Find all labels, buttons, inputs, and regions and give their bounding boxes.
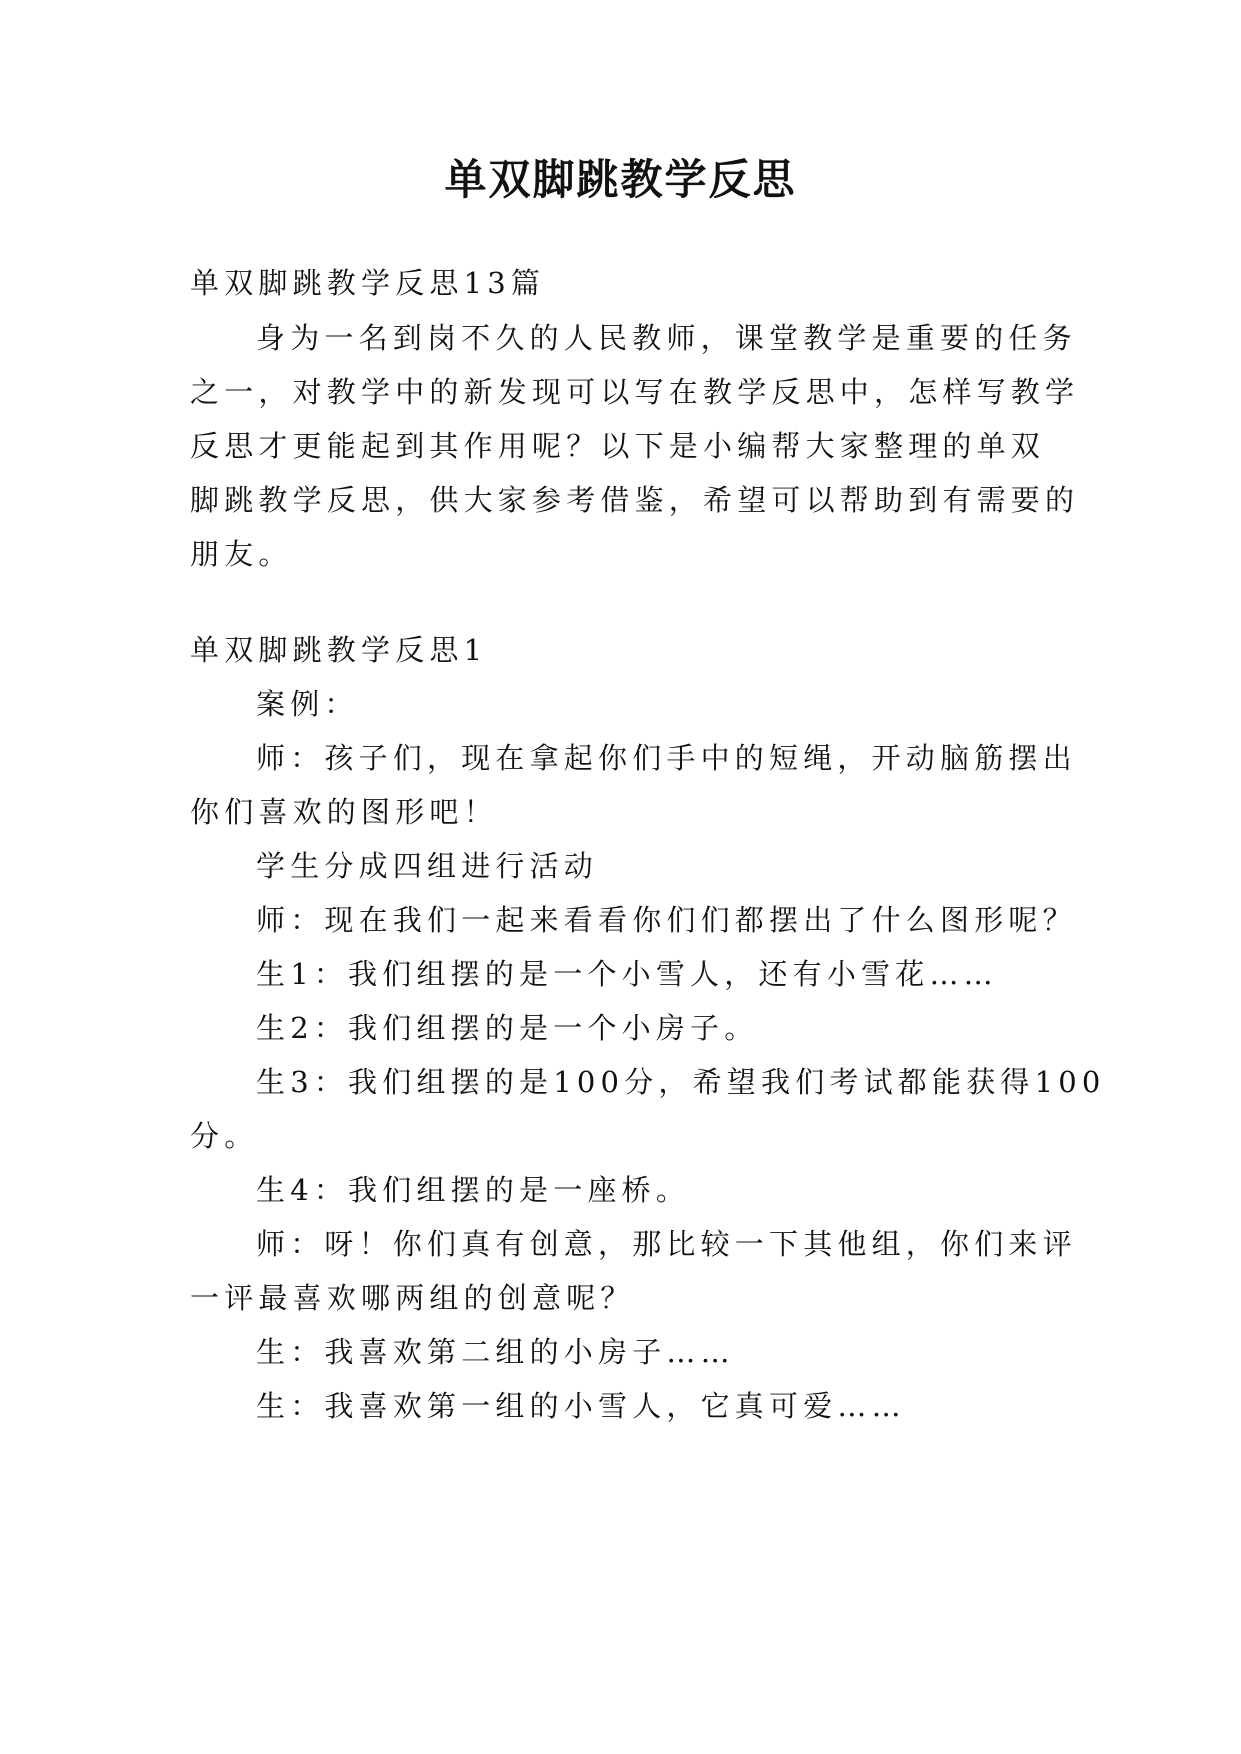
body-line: 一评最喜欢哪两组的创意呢？ bbox=[190, 1281, 635, 1315]
body-line: 生：我喜欢第一组的小雪人，它真可爱…… bbox=[256, 1389, 906, 1423]
body-line: 生3：我们组摆的是100分，希望我们考试都能获得100 bbox=[256, 1065, 1106, 1099]
body-line: 生2：我们组摆的是一个小房子。 bbox=[256, 1011, 759, 1045]
intro-line: 反思才更能起到其作用呢？以下是小编帮大家整理的单双 bbox=[190, 429, 1046, 463]
body-line: 师：呀！你们真有创意，那比较一下其他组，你们来评 bbox=[256, 1227, 1077, 1261]
body-line: 师：现在我们一起来看看你们们都摆出了什么图形呢？ bbox=[256, 903, 1077, 937]
body-line: 师：孩子们，现在拿起你们手中的短绳，开动脑筋摆出 bbox=[256, 741, 1077, 775]
body-line: 案例： bbox=[256, 687, 359, 721]
intro-line: 之一，对教学中的新发现可以写在教学反思中，怎样写教学 bbox=[190, 375, 1080, 409]
intro-line: 身为一名到岗不久的人民教师，课堂教学是重要的任务 bbox=[256, 321, 1077, 355]
body-line: 生4：我们组摆的是一座桥。 bbox=[256, 1173, 691, 1207]
body-line: 生：我喜欢第二组的小房子…… bbox=[256, 1335, 735, 1369]
body-line: 分。 bbox=[190, 1119, 259, 1153]
intro-line: 脚跳教学反思，供大家参考借鉴，希望可以帮助到有需要的 bbox=[190, 483, 1080, 517]
section-heading: 单双脚跳教学反思1 bbox=[190, 633, 488, 667]
body-line: 生1：我们组摆的是一个小雪人，还有小雪花…… bbox=[256, 957, 998, 991]
intro-line: 朋友。 bbox=[190, 537, 293, 571]
document-title: 单双脚跳教学反思 bbox=[444, 155, 797, 204]
body-line: 你们喜欢的图形吧！ bbox=[190, 795, 498, 829]
document-subtitle: 单双脚跳教学反思13篇 bbox=[190, 266, 546, 300]
body-line: 学生分成四组进行活动 bbox=[256, 849, 599, 883]
